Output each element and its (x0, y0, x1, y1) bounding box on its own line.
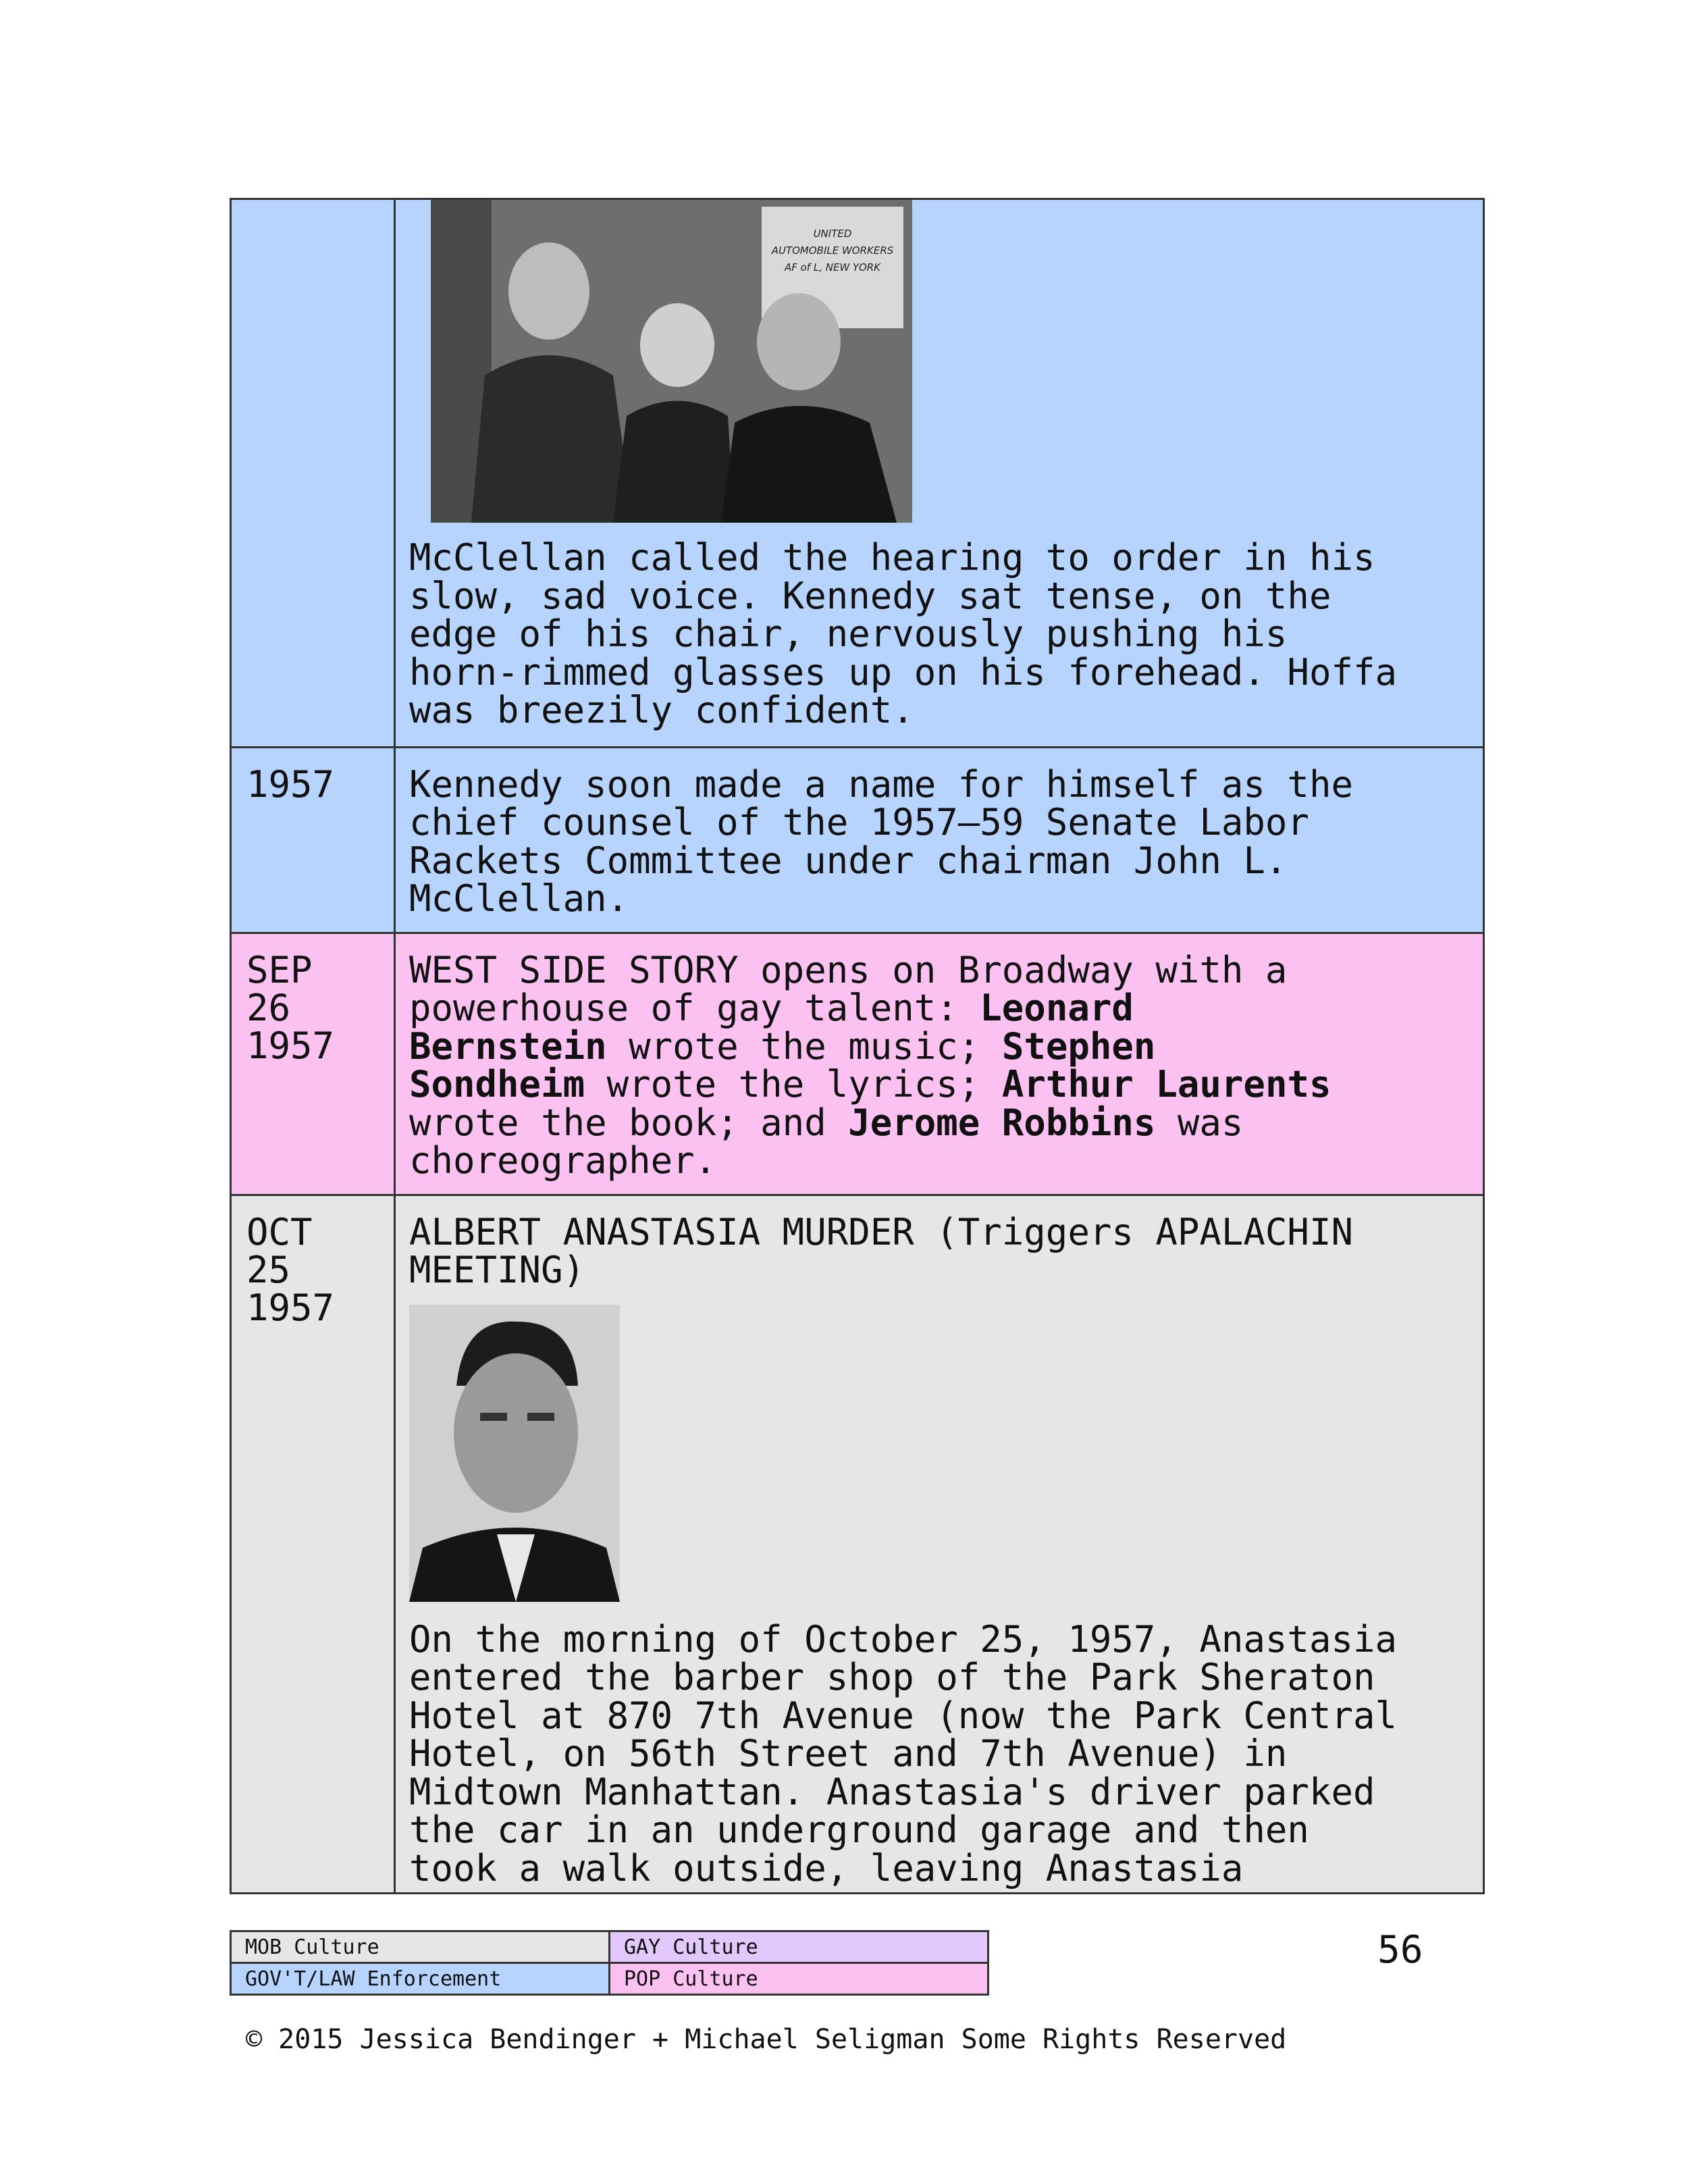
date-cell (231, 747, 395, 933)
entry-text: On the morning of October 25, 1957, Anastasia entered the barber shop of the Park Sheraton Hotel at 870 7th Avenue (now the Park Central Hotel, on 56th Street and 7th Avenue) in Midtown Manhattan. Anastasia's driver parked the car in an underground garage and then took a walk outside, leaving Anastasia (409, 1617, 1397, 1890)
entry-text: McClellan called the hearing to order in his slow, sad voice. Kennedy sat tense, on the edge of his chair, nervously pushing his horn-rimmed glasses up on his forehead. Hoffa was breezily confident. (409, 536, 1397, 731)
text-run: was choreographer. (409, 1101, 1244, 1182)
timeline-row (231, 1195, 1484, 1893)
legend-gay: GAY Culture (610, 1931, 988, 1963)
text-run: wrote the book; and (409, 1101, 826, 1144)
sign-line-1: UNITED (813, 228, 852, 240)
timeline-row (231, 747, 1484, 933)
copyright-footer: © 2015 Jessica Bendinger + Michael Seligman Some Rights Reserved (246, 2024, 1287, 2055)
legend-mob: MOB Culture (231, 1931, 610, 1963)
date-label: 1957 (246, 762, 335, 806)
name-arthur-laurents: Arthur Laurents (1001, 1063, 1331, 1106)
text-run: wrote the lyrics; (585, 1063, 1002, 1106)
date-label (232, 200, 394, 217)
sign-line-3: AF of L, NEW YORK (784, 261, 881, 274)
content-cell (395, 933, 1484, 1195)
date-label: SEP 26 1957 (246, 948, 335, 1067)
page-number: 56 (1377, 1928, 1423, 1972)
date-cell (231, 1195, 395, 1893)
entry-text: Kennedy soon made a name for himself as the chief counsel of the 1957–59 Senate Labor Rackets Committee under chairman John L. McClellan. (409, 762, 1353, 920)
name-jerome-robbins: Jerome Robbins (848, 1101, 1156, 1144)
name-stephen-sondheim: Stephen Sondheim (409, 1024, 1156, 1106)
timeline-row (231, 933, 1484, 1195)
timeline-row (231, 199, 1484, 748)
timeline-table (230, 198, 1485, 1894)
hearing-photo (431, 200, 912, 523)
date-cell (231, 199, 395, 748)
category-legend (230, 1930, 989, 1996)
legend-pop: POP Culture (610, 1963, 988, 1995)
sign-line-2: AUTOMOBILE WORKERS (771, 244, 894, 257)
text-run: WEST SIDE STORY opens on Broadway with a powerhouse of gay talent: (409, 948, 1288, 1029)
name-leonard-bernstein: Leonard Bernstein (409, 987, 1134, 1068)
entry-text (396, 934, 1483, 1194)
text-run: wrote the music; (606, 1024, 1002, 1068)
content-cell (395, 747, 1484, 933)
anastasia-portrait (409, 1305, 620, 1602)
entry-heading: ALBERT ANASTASIA MURDER (Triggers APALACHIN MEETING) (409, 1210, 1353, 1291)
content-cell (395, 199, 1484, 748)
date-cell (231, 933, 395, 1195)
date-label: OCT 25 1957 (246, 1210, 335, 1329)
legend-gov: GOV'T/LAW Enforcement (231, 1963, 610, 1995)
entry-body (396, 1196, 1483, 1892)
content-cell (395, 1195, 1484, 1893)
